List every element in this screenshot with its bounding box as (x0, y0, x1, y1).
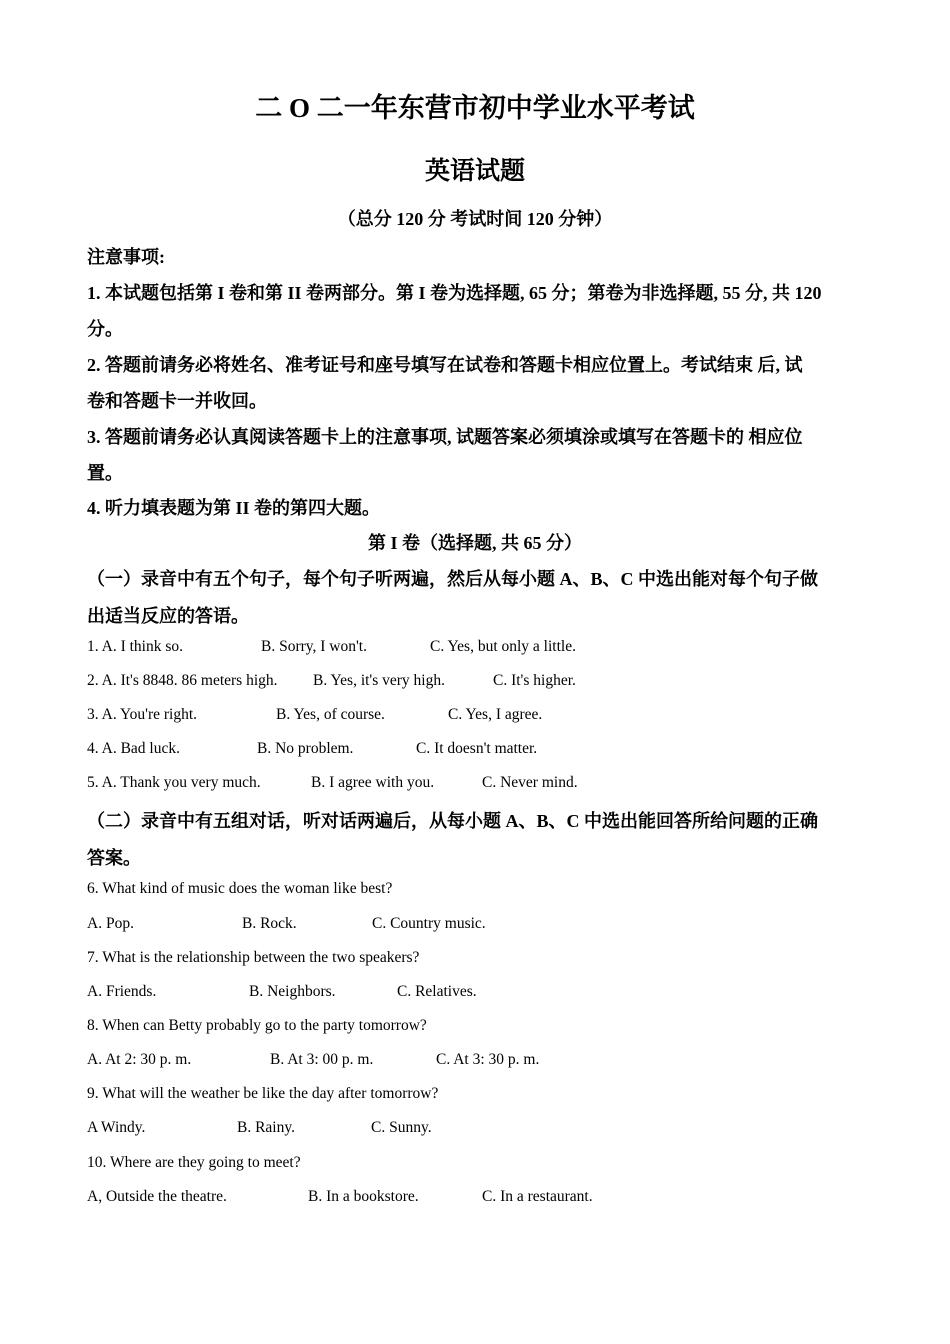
option-c: C. In a restaurant. (482, 1188, 593, 1205)
option-a: A. At 2: 30 p. m. (87, 1051, 192, 1068)
exam-info: （总分 120 分 考试时间 120 分钟） (337, 209, 613, 229)
notice-line: 2. 答题前请务必将姓名、准考证号和座号填写在试卷和答题卡相应位置上。考试结束 后, 试 (87, 355, 803, 375)
question: 7. What is the relationship between the two speakers? (87, 949, 420, 966)
question: 6. What kind of music does the woman like best? (87, 880, 393, 897)
exam-title: 二 O 二一年东营市初中学业水平考试 (255, 93, 695, 123)
option-c: C. Country music. (372, 915, 486, 932)
option-b: B. Yes, it's very high. (313, 672, 445, 689)
option-b: B. Rock. (242, 915, 297, 932)
option-a: A, Outside the theatre. (87, 1188, 227, 1205)
option-b: B. Sorry, I won't. (261, 638, 367, 655)
option-c: C. It's higher. (493, 672, 576, 689)
option-b: B. At 3: 00 p. m. (270, 1051, 374, 1068)
option-c: C. Yes, I agree. (448, 706, 543, 723)
option-c: C. It doesn't matter. (416, 740, 538, 757)
notice-line: 1. 本试题包括第 I 卷和第 II 卷两部分。第 I 卷为选择题, 65 分；第卷为非选择题, 55 分, 共 120 (87, 283, 822, 303)
option-b: B. Rainy. (237, 1119, 295, 1136)
notice-line: 4. 听力填表题为第 II 卷的第四大题。 (87, 498, 381, 518)
option-a: 2. A. It's 8848. 86 meters high. (87, 672, 278, 689)
notice-heading: 注意事项: (87, 247, 165, 267)
option-a: 5. A. Thank you very much. (87, 774, 261, 791)
notice-line: 置。 (87, 463, 123, 483)
section2-instruction: 答案。 (87, 848, 141, 868)
part1-title: 第 I 卷（选择题, 共 65 分） (367, 533, 582, 553)
notice-line: 3. 答题前请务必认真阅读答题卡上的注意事项, 试题答案必须填涂或填写在答题卡的 相应位 (87, 427, 803, 447)
section1-instruction: 出适当反应的答语。 (87, 606, 249, 626)
option-b: B. Yes, of course. (276, 706, 385, 723)
option-c: C. Sunny. (371, 1119, 432, 1136)
section1-instruction: （一）录音中有五个句子，每个句子听两遍，然后从每小题 A、B、C 中选出能对每个句子做 (87, 569, 818, 589)
option-a: A Windy. (87, 1119, 146, 1136)
option-a: A. Pop. (87, 915, 134, 932)
option-a: 1. A. I think so. (87, 638, 184, 655)
option-a: 4. A. Bad luck. (87, 740, 180, 757)
option-a: A. Friends. (87, 983, 157, 1000)
option-c: C. Never mind. (482, 774, 578, 791)
question: 9. What will the weather be like the day after tomorrow? (87, 1085, 439, 1102)
question: 10. Where are they going to meet? (87, 1154, 301, 1171)
option-c: C. At 3: 30 p. m. (436, 1051, 540, 1068)
question: 8. When can Betty probably go to the party tomorrow? (87, 1017, 427, 1034)
option-b: B. In a bookstore. (308, 1188, 419, 1205)
notice-line: 卷和答题卡一并收回。 (87, 391, 267, 411)
option-c: C. Relatives. (397, 983, 477, 1000)
option-b: B. I agree with you. (311, 774, 435, 791)
section2-instruction: （二）录音中有五组对话，听对话两遍后，从每小题 A、B、C 中选出能回答所给问题的正确 (87, 811, 818, 831)
option-c: C. Yes, but only a little. (430, 638, 576, 655)
option-a: 3. A. You're right. (87, 706, 198, 723)
subject-title: 英语试题 (424, 158, 525, 185)
notice-line: 分。 (87, 319, 123, 339)
option-b: B. No problem. (257, 740, 354, 757)
option-b: B. Neighbors. (249, 983, 336, 1000)
